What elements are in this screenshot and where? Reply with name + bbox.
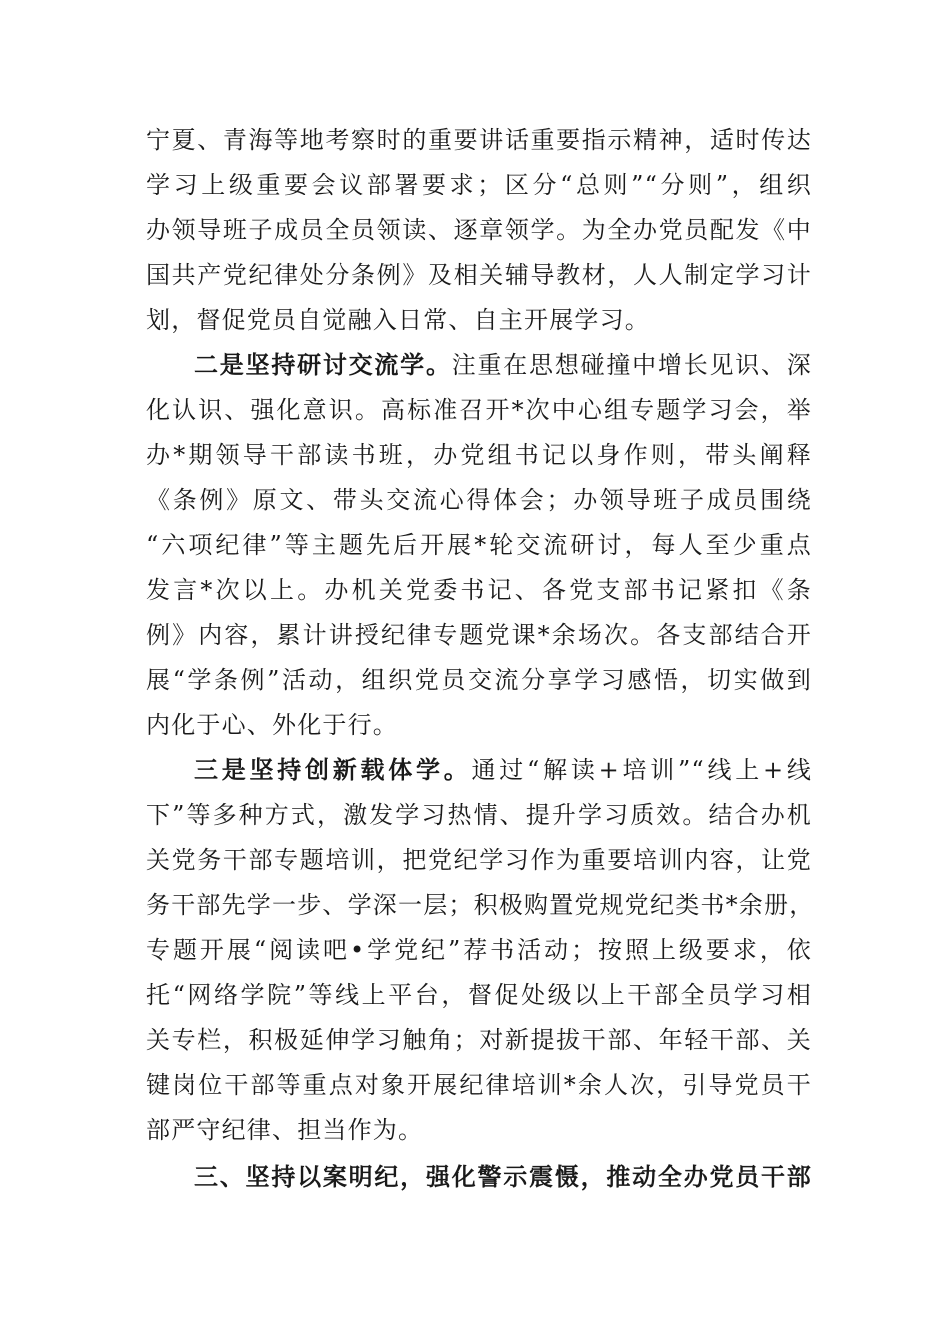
text-run: 注重在思想碰撞中增长见识、深 <box>451 351 812 379</box>
text-line: 展“学条例”活动，组织党员交流分享学习感悟，切实做到 <box>146 666 812 694</box>
text-line: 国共产党纪律处分条例》及相关辅导教材，人人制定学习计 <box>146 261 812 289</box>
paragraph-1 <box>146 118 812 343</box>
text-line: 下”等多种方式，激发学习热情、提升学习质效。结合办机 <box>146 801 812 829</box>
text-line: 办领导班子成员全员领读、逐章领学。为全办党员配发《中 <box>146 216 812 244</box>
text-line: 关党务干部专题培训，把党纪学习作为重要培训内容，让党 <box>146 846 812 874</box>
text-line: 学习上级重要会议部署要求；区分“总则”“分则”，组织 <box>146 171 812 199</box>
text-line: 务干部先学一步、学深一层；积极购置党规党纪类书*余册， <box>146 891 815 919</box>
section-heading: 三、坚持以案明纪，强化警示震慑，推动全办党员干部 <box>194 1163 812 1191</box>
text-line <box>146 343 812 388</box>
text-line: 办*期领导干部读书班，办党组书记以身作则，带头阐释 <box>146 441 812 469</box>
document-body <box>146 118 815 1200</box>
text-line: 关专栏，积极延伸学习触角；对新提拔干部、年轻干部、关 <box>146 1026 812 1054</box>
text-line: “六项纪律”等主题先后开展*轮交流研讨，每人至少重点 <box>146 531 812 559</box>
text-line: 化认识、强化意识。高标准召开*次中心组专题学习会，举 <box>146 396 812 424</box>
text-line: 发言*次以上。办机关党委书记、各党支部书记紧扣《条 <box>146 576 812 604</box>
text-line: 内化于心、外化于行。 <box>146 711 398 739</box>
text-line: 《条例》原文、带头交流心得体会；办领导班子成员围绕 <box>146 486 812 514</box>
text-line: 专题开展“阅读吧•学党纪”荐书活动；按照上级要求，依 <box>146 936 812 964</box>
text-line: 键岗位干部等重点对象开展纪律培训*余人次，引导党员干 <box>146 1071 812 1099</box>
text-line: 部严守纪律、担当作为。 <box>146 1116 424 1144</box>
text-line: 宁夏、青海等地考察时的重要讲话重要指示精神，适时传达 <box>146 126 812 154</box>
paragraph-3 <box>146 748 815 1153</box>
paragraph-2 <box>146 343 812 748</box>
paragraph-lead: 二是坚持研讨交流学。 <box>194 351 452 379</box>
text-line <box>146 748 812 793</box>
text-line: 划，督促党员自觉融入日常、自主开展学习。 <box>146 306 650 334</box>
text-line: 托“网络学院”等线上平台，督促处级以上干部全员学习相 <box>146 981 812 1009</box>
paragraph-lead: 三是坚持创新载体学。 <box>194 756 472 784</box>
text-run: 通过“解读+培训”“线上+线 <box>471 756 813 784</box>
text-line: 例》内容，累计讲授纪律专题党课*余场次。各支部结合开 <box>146 621 812 649</box>
